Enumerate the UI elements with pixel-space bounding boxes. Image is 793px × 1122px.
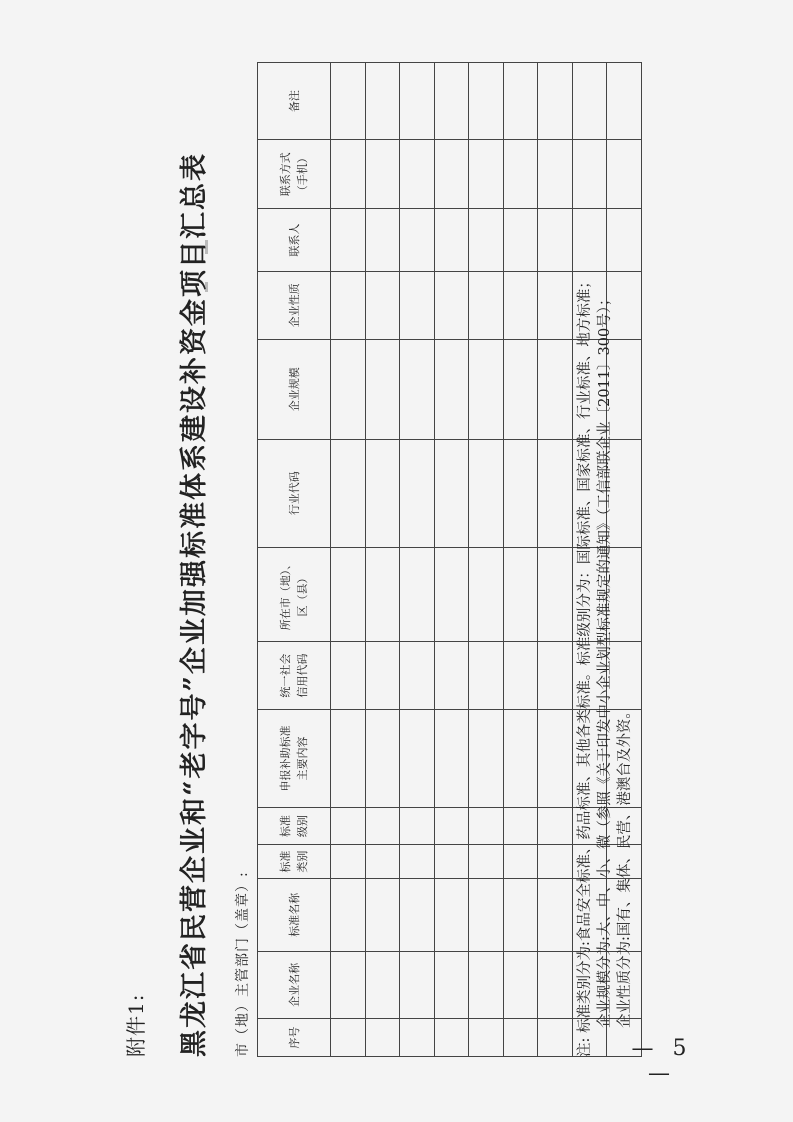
attachment-label: 附件1: xyxy=(124,993,148,1057)
table-cell xyxy=(400,1019,435,1057)
table-cell xyxy=(503,808,538,845)
table-cell xyxy=(538,209,573,272)
table-cell xyxy=(365,272,400,340)
table-cell xyxy=(538,642,573,710)
table-cell xyxy=(434,272,469,340)
table-cell xyxy=(469,63,504,140)
table-cell xyxy=(538,339,573,439)
table-cell xyxy=(538,547,573,642)
table-cell xyxy=(400,642,435,710)
table-cell xyxy=(538,808,573,845)
table-cell xyxy=(331,808,366,845)
header-cell: 联系人 xyxy=(258,209,331,272)
table-cell xyxy=(365,642,400,710)
table-cell xyxy=(469,140,504,209)
header-cell: 序号 xyxy=(258,1019,331,1057)
table-row xyxy=(365,63,400,1057)
table-cell xyxy=(434,140,469,209)
table-cell xyxy=(503,439,538,547)
table-cell xyxy=(365,808,400,845)
note-text: 国有、集体、民营、港澳台及外资。 xyxy=(617,704,633,937)
table-cell xyxy=(400,547,435,642)
note-line xyxy=(615,67,635,1057)
table-cell xyxy=(503,642,538,710)
header-cell: 行业代码 xyxy=(258,439,331,547)
table-cell xyxy=(469,951,504,1019)
note-line xyxy=(575,67,595,1057)
table-cell xyxy=(469,709,504,807)
table-cell xyxy=(400,272,435,340)
table-cell xyxy=(503,272,538,340)
table-cell xyxy=(400,951,435,1019)
notes-block xyxy=(575,67,635,1057)
table-cell xyxy=(503,339,538,439)
table-row xyxy=(331,63,366,1057)
table-cell xyxy=(400,709,435,807)
table-cell xyxy=(331,439,366,547)
table-cell xyxy=(434,709,469,807)
table-cell xyxy=(469,439,504,547)
rotated-content xyxy=(120,62,680,1062)
page-title: 黑龙江省民营企业和“老字号”企业加强标准体系建设补资金项目汇总表 xyxy=(179,151,210,1057)
page-number: — 5 — xyxy=(631,1036,693,1086)
table-cell xyxy=(365,879,400,951)
table-cell xyxy=(469,642,504,710)
table-cell xyxy=(434,547,469,642)
table-cell xyxy=(400,879,435,951)
table-cell xyxy=(503,63,538,140)
table-cell xyxy=(538,63,573,140)
table-cell xyxy=(331,845,366,879)
table-cell xyxy=(434,845,469,879)
header-cell: 企业规模 xyxy=(258,339,331,439)
table-cell xyxy=(469,808,504,845)
note-text: 食品安全标准、药品标准、其他各类标准。标准级别分为：国际标准、国家标准、行业标准、地方标准； xyxy=(577,274,593,942)
table-cell xyxy=(503,879,538,951)
notes-prefix: 注: xyxy=(577,1037,593,1057)
table-cell xyxy=(503,1019,538,1057)
table-cell xyxy=(503,140,538,209)
table-cell xyxy=(331,879,366,951)
table-cell xyxy=(503,209,538,272)
header-cell: 标准 类别 xyxy=(258,845,331,879)
header-cell: 所在市（地）、 区（县） xyxy=(258,547,331,642)
table-cell xyxy=(331,1019,366,1057)
table-cell xyxy=(365,845,400,879)
table-cell xyxy=(400,140,435,209)
table-cell xyxy=(469,272,504,340)
note-line xyxy=(595,67,615,1057)
table-cell xyxy=(538,845,573,879)
table-row xyxy=(469,63,504,1057)
header-cell: 标准名称 xyxy=(258,879,331,951)
table-cell xyxy=(434,209,469,272)
header-cell: 联系方式 （手机） xyxy=(258,140,331,209)
table-cell xyxy=(434,63,469,140)
table-cell xyxy=(365,140,400,209)
header-cell: 标准 级别 xyxy=(258,808,331,845)
table-cell xyxy=(400,209,435,272)
table-row xyxy=(434,63,469,1057)
table-cell xyxy=(365,547,400,642)
table-cell xyxy=(331,951,366,1019)
table-cell xyxy=(400,808,435,845)
table-cell xyxy=(469,339,504,439)
table-cell xyxy=(400,439,435,547)
table-cell xyxy=(538,1019,573,1057)
table-cell xyxy=(365,339,400,439)
note-label: 企业性质分为: xyxy=(617,936,633,1028)
table-cell xyxy=(365,951,400,1019)
note-label: 标准类别分为: xyxy=(577,941,593,1033)
table-cell xyxy=(469,1019,504,1057)
header-cell: 企业名称 xyxy=(258,951,331,1019)
table-cell xyxy=(400,845,435,879)
department-stamp-line: 市（地）主管部门（盖章）: xyxy=(235,871,251,1057)
header-cell: 统一社会 信用代码 xyxy=(258,642,331,710)
table-cell xyxy=(400,63,435,140)
table-cell xyxy=(434,642,469,710)
table-cell xyxy=(503,547,538,642)
table-cell xyxy=(331,642,366,710)
table-header-row xyxy=(258,63,331,1057)
table-cell xyxy=(365,1019,400,1057)
table-cell xyxy=(538,951,573,1019)
table-cell xyxy=(538,272,573,340)
table-row xyxy=(503,63,538,1057)
table-cell xyxy=(331,709,366,807)
table-cell xyxy=(434,1019,469,1057)
table-cell xyxy=(365,709,400,807)
table-cell xyxy=(538,439,573,547)
table-cell xyxy=(365,63,400,140)
table-cell xyxy=(365,439,400,547)
table-cell xyxy=(503,845,538,879)
table-cell xyxy=(434,339,469,439)
table-cell xyxy=(469,845,504,879)
table-cell xyxy=(331,209,366,272)
note-text: 大、中、小、微（参照《关于印发中小企业划型标准规定的通知》（工信部联企业〔2011〕300号）； xyxy=(597,291,613,937)
table-cell xyxy=(331,339,366,439)
table-cell xyxy=(538,879,573,951)
table-cell xyxy=(434,879,469,951)
table-cell xyxy=(469,209,504,272)
header-cell: 申报补助标准 主要内容 xyxy=(258,709,331,807)
table-cell xyxy=(331,140,366,209)
table-cell xyxy=(331,63,366,140)
table-cell xyxy=(331,547,366,642)
table-cell xyxy=(331,272,366,340)
header-cell: 备注 xyxy=(258,63,331,140)
header-cell: 企业性质 xyxy=(258,272,331,340)
table-cell xyxy=(434,808,469,845)
table-cell xyxy=(434,951,469,1019)
table-cell xyxy=(469,547,504,642)
table-cell xyxy=(503,709,538,807)
table-cell xyxy=(434,439,469,547)
table-cell xyxy=(400,339,435,439)
table-cell xyxy=(538,709,573,807)
table-row xyxy=(400,63,435,1057)
note-label: 企业规模分为: xyxy=(597,936,613,1028)
table-cell xyxy=(469,879,504,951)
table-row xyxy=(538,63,573,1057)
table-cell xyxy=(538,140,573,209)
table-cell xyxy=(503,951,538,1019)
table-cell xyxy=(365,209,400,272)
